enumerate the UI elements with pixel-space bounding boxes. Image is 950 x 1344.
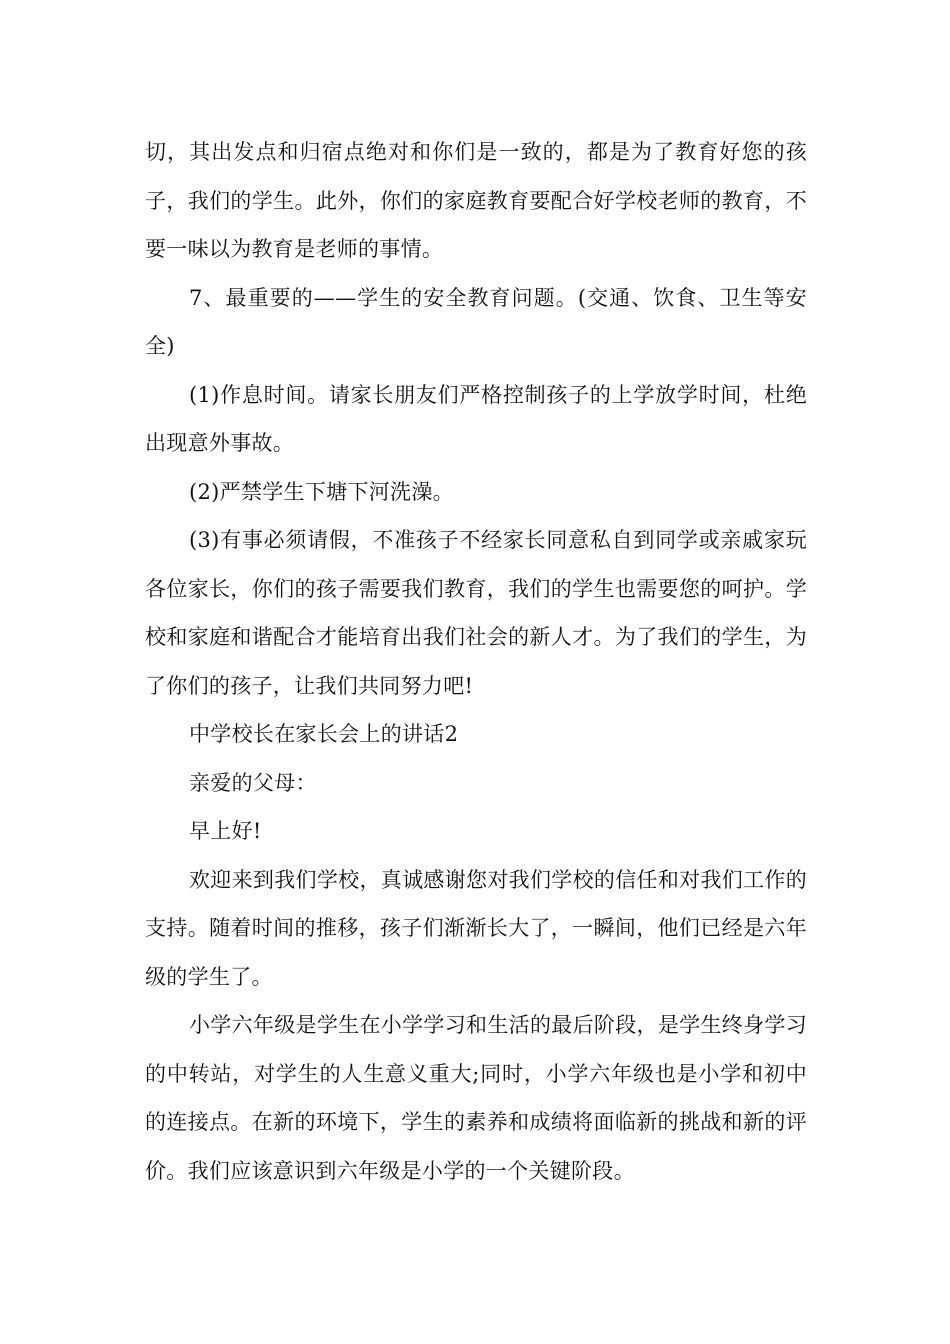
paragraph-grade-six: 小学六年级是学生在小学学习和生活的最后阶段，是学生终身学习的中转站，对学生的人生意义重大;同时，小学六年级也是小学和初中的连接点。在新的环境下，学生的素养和成绩将面临新的挑战和新的评价。我们应该意识到六年级是小学的一个关键阶段。 [145, 1013, 807, 1183]
paragraph-safety-heading: 7、最重要的——学生的安全教育问题。(交通、饮食、卫生等安全) [145, 285, 807, 358]
paragraph-welcome: 欢迎来到我们学校，真诚感谢您对我们学校的信任和对我们工作的支持。随着时间的推移，孩子们渐渐长大了，一瞬间，他们已经是六年级的学生了。 [145, 867, 807, 989]
section-title: 中学校长在家长会上的讲话2 [189, 722, 459, 746]
paragraph-no-swimming: (2)严禁学生下塘下河洗澡。 [189, 479, 454, 504]
paragraph-continuation: 切，其出发点和归宿点绝对和你们是一致的，都是为了教育好您的孩子，我们的学生。此外，你们的家庭教育要配合好学校老师的教育，不要一味以为教育是老师的事情。 [145, 140, 807, 261]
salutation: 亲爱的父母： [189, 770, 317, 795]
paragraph-schedule: (1)作息时间。请家长朋友们严格控制孩子的上学放学时间，杜绝出现意外事故。 [145, 382, 807, 455]
document-body [145, 128, 807, 1195]
greeting: 早上好! [189, 819, 262, 843]
paragraph-leave-request: (3)有事必须请假，不准孩子不经家长同意私自到同学或亲戚家玩各位家长，你们的孩子需要我们教育，我们的学生也需要您的呵护。学校和家庭和谐配合才能培育出我们社会的新人才。为了我们的学生，为了你们的孩子，让我们共同努力吧! [145, 528, 807, 698]
